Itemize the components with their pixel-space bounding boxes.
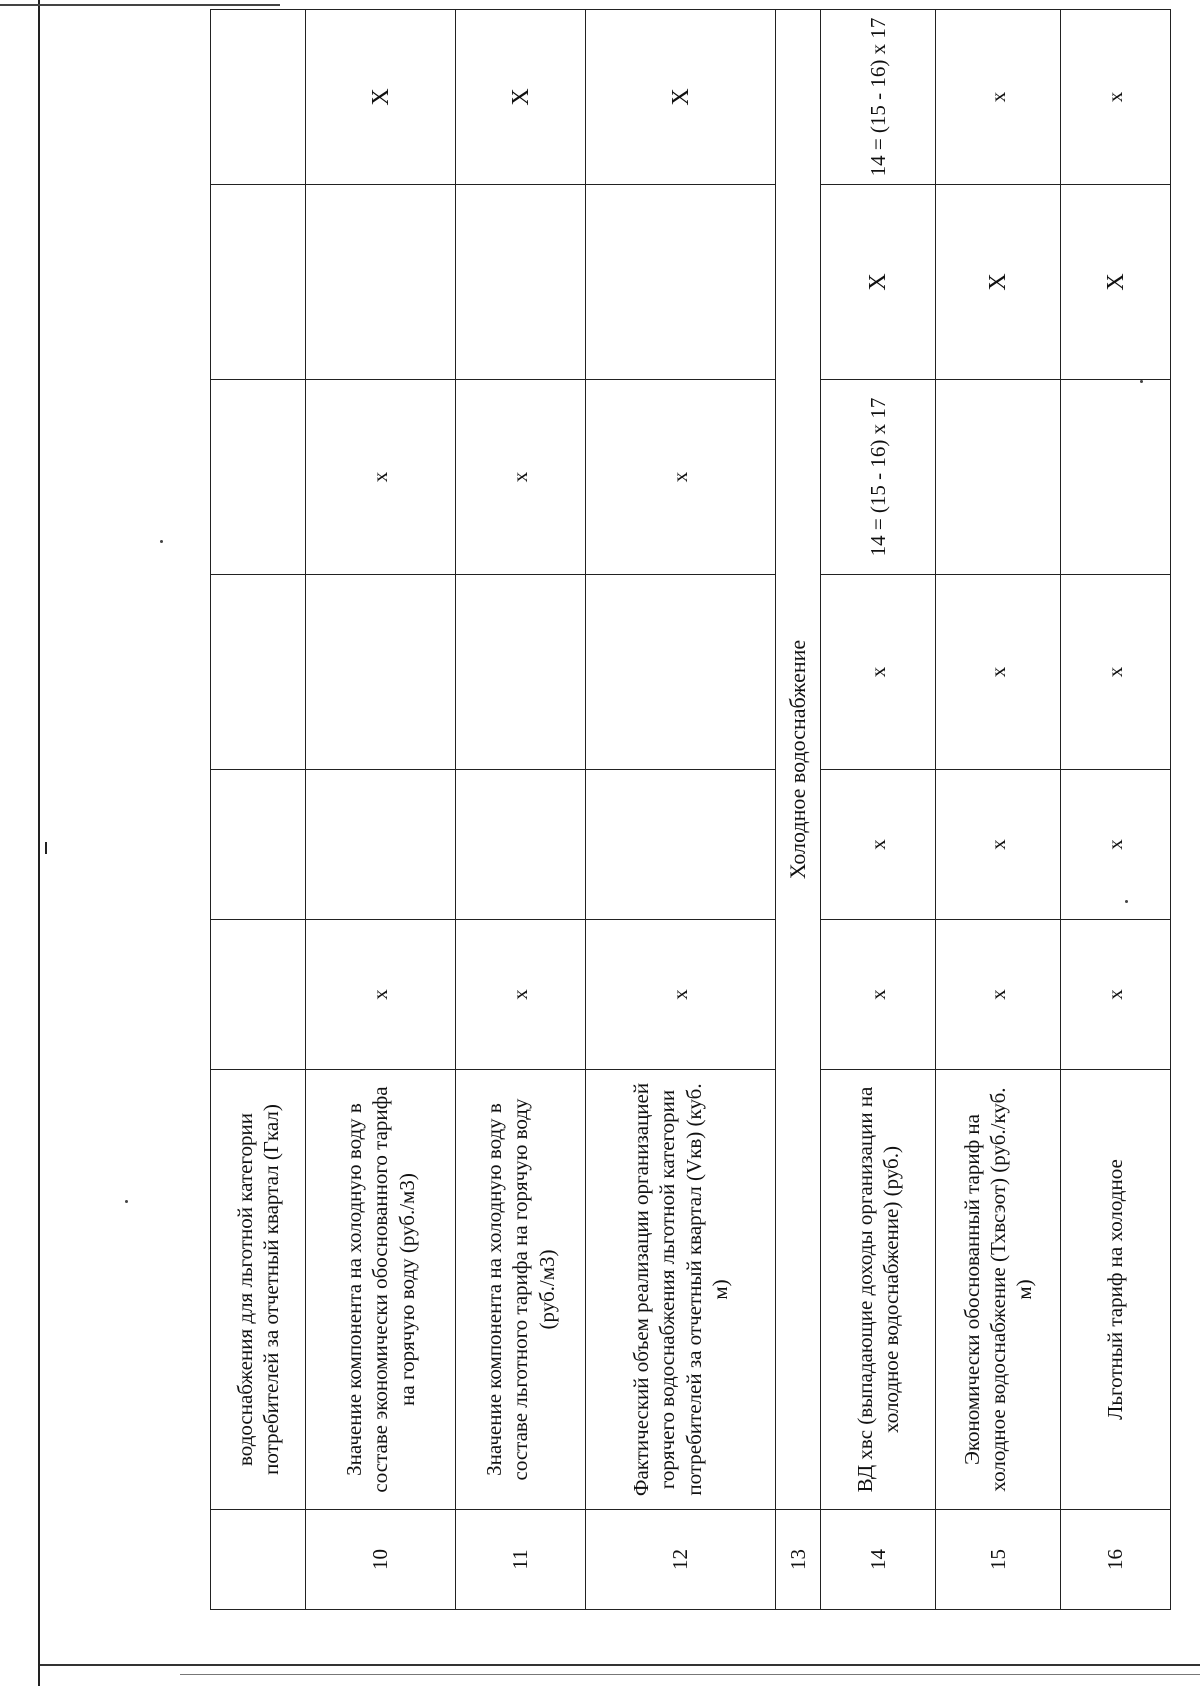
table-cell: х [936, 10, 1061, 185]
row-number: 16 [1061, 1510, 1171, 1610]
table-row [306, 10, 456, 1610]
formula-cell: 14 = (15 - 16) х 17 [821, 380, 936, 575]
table-row [936, 10, 1061, 1610]
table-cell [306, 770, 456, 920]
table-cell [211, 575, 306, 770]
table-cell: х [1061, 575, 1171, 770]
table-cell: х [586, 920, 776, 1070]
table-cell [211, 920, 306, 1070]
scan-mark [45, 842, 47, 854]
row-label: Значение компонента на холодную воду в составе экономически обоснованного тарифа на горячую воду (руб./м3) [306, 1070, 456, 1510]
row-label: ВД хвс (выпадающие доходы организации на холодное водоснабжение) (руб.) [821, 1070, 936, 1510]
table-cell: х [306, 920, 456, 1070]
row-number: 14 [821, 1510, 936, 1610]
table-cell: Х [306, 10, 456, 185]
tariff-table [210, 9, 1171, 1610]
table-row [776, 10, 821, 1610]
table-cell: х [821, 575, 936, 770]
table-cell: Х [586, 10, 776, 185]
table-row [586, 10, 776, 1610]
table-cell [586, 185, 776, 380]
table-row [1061, 10, 1171, 1610]
rotated-table-page [210, 10, 1170, 1610]
row-label: Льготный тариф на холодное [1061, 1070, 1171, 1510]
table-cell [211, 185, 306, 380]
table-cell [211, 380, 306, 575]
row-label: водоснабжения для льготной категории потребителей за отчетный квартал (Гкал) [211, 1070, 306, 1510]
table-cell: х [1061, 920, 1171, 1070]
table-row [456, 10, 586, 1610]
row-number [211, 1510, 306, 1610]
table-cell [586, 575, 776, 770]
row-label: Экономически обоснованный тариф на холодное водоснабжение (Тхвсэот) (руб./куб. м) [936, 1070, 1061, 1510]
table-cell: х [1061, 770, 1171, 920]
table-cell [456, 185, 586, 380]
table-cell [1061, 380, 1171, 575]
table-cell: х [306, 380, 456, 575]
table-cell [211, 770, 306, 920]
table-cell [936, 380, 1061, 575]
row-label: Значение компонента на холодную воду в составе льготного тарифа на горячую воду (руб./м3) [456, 1070, 586, 1510]
table-cell: х [936, 920, 1061, 1070]
scan-edge-top [0, 4, 280, 6]
row-number: 10 [306, 1510, 456, 1610]
table-cell: х [1061, 10, 1171, 185]
row-number: 12 [586, 1510, 776, 1610]
table-cell: х [456, 380, 586, 575]
row-number: 13 [776, 1510, 821, 1610]
table-cell [211, 10, 306, 185]
scan-speck [160, 540, 163, 543]
row-number: 11 [456, 1510, 586, 1610]
table-cell: х [586, 380, 776, 575]
table-row [211, 10, 306, 1610]
table-cell: Х [821, 185, 936, 380]
table-cell: Х [456, 10, 586, 185]
table-row [821, 10, 936, 1610]
scan-edge-left [38, 0, 40, 1686]
scan-edge-bottom [40, 1664, 1200, 1666]
table-cell [456, 770, 586, 920]
scan-speck [125, 1200, 128, 1203]
row-label: Фактический объем реализации организацией горячего водоснабжения льготной категории потребителей за отчетный квартал (Vкв) (куб. м) [586, 1070, 776, 1510]
table-cell: х [821, 920, 936, 1070]
table-cell: х [456, 920, 586, 1070]
scan-edge-bottom-secondary [180, 1674, 1200, 1675]
formula-cell: 14 = (15 - 16) х 17 [821, 10, 936, 185]
table-cell [456, 575, 586, 770]
row-number: 15 [936, 1510, 1061, 1610]
table-cell: х [936, 575, 1061, 770]
table-cell: Х [1061, 185, 1171, 380]
table-cell [306, 185, 456, 380]
section-title: Холодное водоснабжение [776, 10, 821, 1510]
table-cell [586, 770, 776, 920]
table-cell [306, 575, 456, 770]
table-cell: х [821, 770, 936, 920]
table-cell: Х [936, 185, 1061, 380]
table-cell: х [936, 770, 1061, 920]
